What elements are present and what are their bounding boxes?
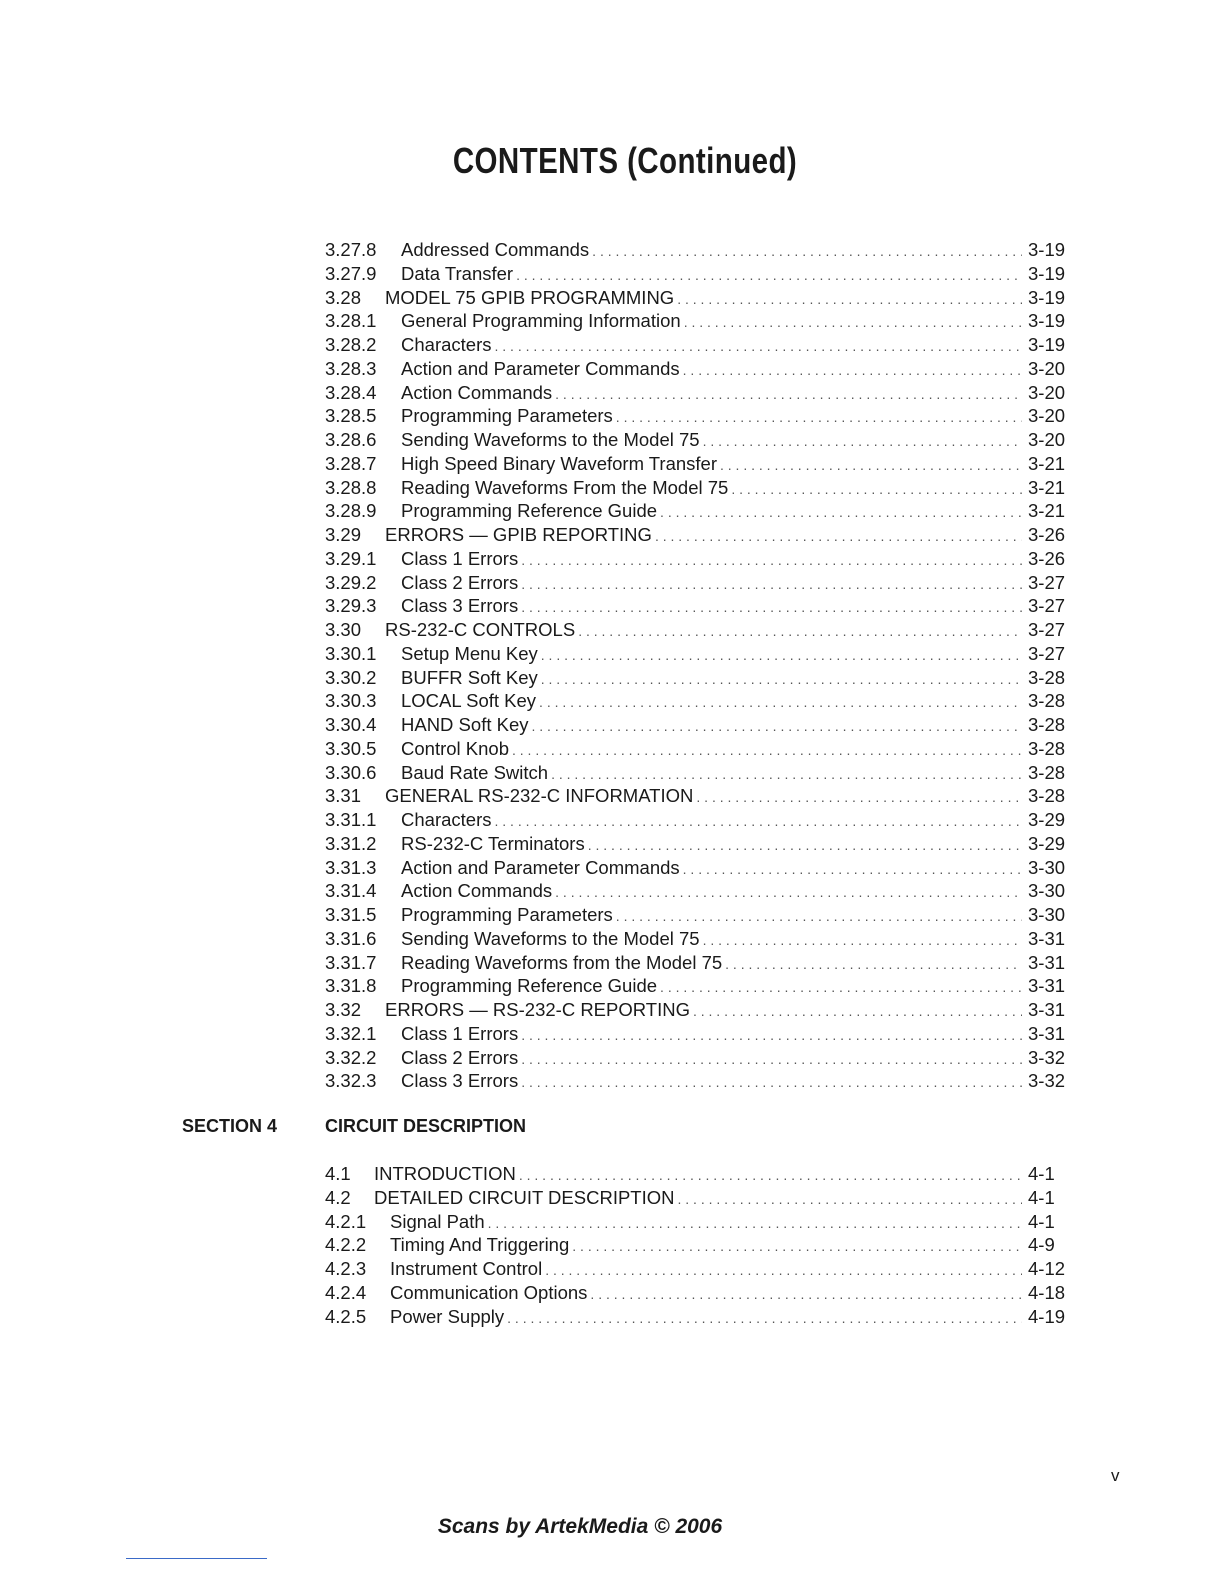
toc-dot-leader <box>516 264 1022 288</box>
toc-entry-page: 3-32 <box>1028 1046 1066 1068</box>
toc-entry-page: 3-28 <box>1028 690 1066 712</box>
toc-dot-leader <box>541 668 1022 692</box>
toc-entry <box>325 666 1070 690</box>
toc-entry-number: 4.2 <box>325 1186 351 1208</box>
toc-entry <box>325 1186 1070 1210</box>
toc-entry-label: Signal Path <box>390 1210 485 1232</box>
toc-entry-label: Communication Options <box>390 1281 588 1303</box>
toc-entry <box>325 286 1070 310</box>
toc-dot-leader <box>545 1259 1022 1283</box>
toc-entry-number: 3.28.6 <box>325 429 377 450</box>
toc-entry-page: 4-9 <box>1028 1234 1055 1256</box>
toc-dot-leader <box>494 810 1022 834</box>
toc-entry-label: Programming Reference Guide <box>401 500 658 522</box>
toc-entry <box>325 381 1070 405</box>
toc-entry-number: 3.31.1 <box>325 809 377 830</box>
toc-entry <box>325 1022 1070 1046</box>
toc-entry-label: General Programming Information <box>401 310 681 332</box>
toc-entry <box>325 309 1070 333</box>
toc-entry-page: 3-27 <box>1028 642 1066 664</box>
toc-entry-label: INTRODUCTION <box>374 1163 516 1184</box>
toc-entry <box>325 642 1070 666</box>
toc-entry-page: 4-1 <box>1028 1186 1055 1208</box>
toc-dot-leader <box>521 1071 1022 1095</box>
toc-entry-label: Class 3 Errors <box>401 1070 519 1092</box>
toc-dot-leader <box>590 1283 1022 1307</box>
toc-entry-page: 3-31 <box>1028 927 1066 949</box>
toc-entry-number: 3.29.1 <box>325 547 377 569</box>
toc-dot-leader <box>616 905 1022 929</box>
page-title: CONTENTS (Continued) <box>452 140 798 181</box>
toc-entry-page: 3-28 <box>1028 666 1066 688</box>
toc-entry-page: 3-30 <box>1028 880 1066 902</box>
toc-entry-page: 3-21 <box>1028 452 1066 474</box>
toc-entry <box>325 879 1070 903</box>
toc-entry-number: 4.2.1 <box>325 1210 367 1232</box>
toc-entry-page: 4-12 <box>1028 1258 1066 1279</box>
toc-entry-label: High Speed Binary Waveform Transfer <box>401 452 717 474</box>
toc-dot-leader <box>578 620 1022 644</box>
toc-dot-leader <box>521 573 1022 597</box>
toc-entry-page: 3-27 <box>1028 571 1066 593</box>
toc-dot-leader <box>720 454 1022 478</box>
toc-dot-leader <box>519 1164 1022 1188</box>
toc-entry-page: 3-28 <box>1028 761 1066 783</box>
toc-entry-label: Action Commands <box>401 381 553 403</box>
section-heading <box>182 1116 882 1137</box>
toc-entry-page: 3-29 <box>1028 832 1066 854</box>
toc-dot-leader <box>678 1188 1023 1212</box>
toc-entry-label: Programming Parameters <box>401 405 613 427</box>
toc-dot-leader <box>551 763 1022 787</box>
toc-entry <box>325 404 1070 428</box>
toc-entry-page: 3-32 <box>1028 1070 1066 1092</box>
toc-entry <box>325 689 1070 713</box>
toc-dot-leader <box>683 858 1022 882</box>
toc-entry-label: MODEL 75 GPIB PROGRAMMING <box>385 286 675 308</box>
toc-dot-leader <box>541 644 1022 668</box>
toc-entry-number: 3.32 <box>325 999 362 1020</box>
toc-entry-label: Characters <box>401 809 492 830</box>
toc-entry-label: Programming Parameters <box>401 904 613 925</box>
toc-entry-number: 3.27.9 <box>325 262 377 284</box>
toc-entry-label: Setup Menu Key <box>401 642 538 664</box>
toc-entry-page: 3-20 <box>1028 381 1066 403</box>
toc-entry-page: 3-19 <box>1028 334 1066 355</box>
toc-entry-label: Class 1 Errors <box>401 1022 519 1044</box>
toc-entry-label: Sending Waveforms to the Model 75 <box>401 927 700 949</box>
toc-entry <box>325 238 1070 262</box>
toc-entry-number: 3.32.3 <box>325 1070 377 1092</box>
toc-entry-label: Programming Reference Guide <box>401 975 658 997</box>
toc-dot-leader <box>539 691 1022 715</box>
toc-entry-page: 3-26 <box>1028 524 1066 545</box>
toc-dot-leader <box>507 1307 1022 1331</box>
toc-entry-number: 4.2.4 <box>325 1281 367 1303</box>
toc-entry-page: 3-19 <box>1028 310 1066 332</box>
toc-entry <box>325 1069 1070 1093</box>
toc-entry-number: 4.2.5 <box>325 1305 367 1327</box>
toc-dot-leader <box>555 881 1022 905</box>
toc-dot-leader <box>703 430 1022 454</box>
toc-dot-leader <box>532 715 1023 739</box>
toc-entry-label: RS-232-C Terminators <box>401 832 585 854</box>
toc-entry-number: 3.29.2 <box>325 571 377 593</box>
toc-entry-number: 3.30.5 <box>325 737 377 759</box>
toc-entry <box>325 737 1070 761</box>
toc-dot-leader <box>521 549 1022 573</box>
toc-list-section-4 <box>325 1162 1070 1328</box>
toc-entry-number: 3.28.5 <box>325 405 377 427</box>
toc-entry-number: 4.1 <box>325 1163 351 1184</box>
footer-credit: Scans by ArtekMedia © 2006 <box>437 1515 723 1538</box>
toc-entry-page: 4-1 <box>1028 1210 1055 1232</box>
toc-entry-number: 4.2.2 <box>325 1234 367 1256</box>
toc-entry-label: Class 1 Errors <box>401 547 519 569</box>
toc-entry-page: 4-18 <box>1028 1281 1066 1303</box>
toc-entry-label: RS-232-C CONTROLS <box>385 619 576 640</box>
toc-entry-number: 3.29.3 <box>325 595 377 617</box>
toc-entry <box>325 713 1070 737</box>
toc-dot-leader <box>521 596 1022 620</box>
toc-entry-number: 3.29 <box>325 524 362 545</box>
toc-dot-leader <box>494 335 1022 359</box>
toc-entry-page: 4-1 <box>1028 1163 1055 1184</box>
bottom-rule <box>126 1558 267 1559</box>
toc-entry <box>325 856 1070 880</box>
toc-entry-page: 3-28 <box>1028 785 1066 807</box>
toc-dot-leader <box>655 525 1022 549</box>
toc-entry-label: Action and Parameter Commands <box>401 856 680 878</box>
toc-entry-page: 3-27 <box>1028 595 1066 617</box>
toc-entry-label: Addressed Commands <box>401 239 590 260</box>
toc-entry-page: 3-20 <box>1028 357 1066 379</box>
toc-entry-label: Action Commands <box>401 880 553 902</box>
toc-entry-page: 3-28 <box>1028 737 1066 759</box>
toc-entry-page: 3-29 <box>1028 809 1066 830</box>
toc-entry-number: 3.30.1 <box>325 642 377 664</box>
toc-entry <box>325 784 1070 808</box>
toc-entry-page: 3-21 <box>1028 476 1066 498</box>
toc-entry-page: 3-30 <box>1028 856 1066 878</box>
toc-entry <box>325 523 1070 547</box>
toc-entry-number: 3.31.8 <box>325 975 377 997</box>
toc-entry-page: 3-31 <box>1028 1022 1066 1044</box>
toc-dot-leader <box>660 501 1022 525</box>
toc-entry-page: 3-19 <box>1028 286 1066 308</box>
toc-dot-leader <box>684 311 1022 335</box>
toc-entry-number: 3.32.1 <box>325 1022 377 1044</box>
toc-entry <box>325 476 1070 500</box>
toc-entry-number: 3.28.2 <box>325 334 377 355</box>
toc-entry <box>325 998 1070 1022</box>
toc-entry <box>325 1233 1070 1257</box>
toc-entry-page: 4-19 <box>1028 1305 1066 1327</box>
toc-entry <box>325 333 1070 357</box>
toc-entry-number: 4.2.3 <box>325 1258 367 1279</box>
toc-entry-number: 3.31.6 <box>325 927 377 949</box>
toc-entry <box>325 571 1070 595</box>
toc-entry-number: 3.31.5 <box>325 904 377 925</box>
toc-entry <box>325 808 1070 832</box>
toc-dot-leader <box>488 1212 1022 1236</box>
toc-entry-number: 3.32.2 <box>325 1046 377 1068</box>
toc-entry-label: Class 2 Errors <box>401 1046 519 1068</box>
toc-entry-number: 3.30.2 <box>325 666 377 688</box>
toc-entry-number: 3.28 <box>325 286 362 308</box>
toc-dot-leader <box>696 786 1022 810</box>
toc-dot-leader <box>521 1024 1022 1048</box>
toc-entry-label: Characters <box>401 334 492 355</box>
toc-entry <box>325 618 1070 642</box>
toc-entry-page: 3-26 <box>1028 547 1066 569</box>
toc-entry-label: Action and Parameter Commands <box>401 357 680 379</box>
toc-entry-label: DETAILED CIRCUIT DESCRIPTION <box>374 1186 675 1208</box>
toc-entry-label: GENERAL RS-232-C INFORMATION <box>385 785 694 807</box>
toc-entry-number: 3.31.4 <box>325 880 377 902</box>
toc-dot-leader <box>725 953 1022 977</box>
page-number: v <box>1111 1466 1120 1485</box>
toc-entry <box>325 903 1070 927</box>
toc-dot-leader <box>703 929 1022 953</box>
toc-entry-number: 3.30 <box>325 619 362 640</box>
toc-entry <box>325 951 1070 975</box>
toc-entry-page: 3-27 <box>1028 619 1066 640</box>
toc-entry-page: 3-30 <box>1028 904 1066 925</box>
toc-dot-leader <box>512 739 1022 763</box>
toc-entry-page: 3-19 <box>1028 262 1066 284</box>
toc-dot-leader <box>521 1048 1022 1072</box>
toc-entry <box>325 1281 1070 1305</box>
toc-entry-number: 3.27.8 <box>325 239 377 260</box>
toc-entry-label: Class 3 Errors <box>401 595 519 617</box>
toc-entry <box>325 262 1070 286</box>
toc-entry <box>325 1046 1070 1070</box>
toc-entry-number: 3.31 <box>325 785 362 807</box>
toc-entry-page: 3-21 <box>1028 500 1066 522</box>
toc-dot-leader <box>677 288 1022 312</box>
toc-entry-label: Instrument Control <box>390 1258 543 1279</box>
toc-entry-page: 3-31 <box>1028 951 1066 973</box>
toc-entry-page: 3-31 <box>1028 975 1066 997</box>
toc-entry-label: Control Knob <box>401 737 509 759</box>
toc-entry-page: 3-31 <box>1028 999 1066 1020</box>
section-number: SECTION 4 <box>182 1116 278 1136</box>
toc-entry-label: LOCAL Soft Key <box>401 690 537 712</box>
toc-dot-leader <box>660 976 1022 1000</box>
toc-entry <box>325 832 1070 856</box>
toc-entry-label: ERRORS — RS-232-C REPORTING <box>385 999 690 1020</box>
toc-entry-label: Class 2 Errors <box>401 571 519 593</box>
toc-entry-label: Reading Waveforms from the Model 75 <box>401 951 723 973</box>
toc-entry-label: Data Transfer <box>401 262 514 284</box>
toc-entry-label: BUFFR Soft Key <box>401 666 538 688</box>
toc-dot-leader <box>555 383 1022 407</box>
toc-entry <box>325 1305 1070 1329</box>
toc-entry <box>325 974 1070 998</box>
toc-dot-leader <box>693 1000 1022 1024</box>
toc-entry <box>325 761 1070 785</box>
toc-entry <box>325 1210 1070 1234</box>
toc-entry-label: ERRORS — GPIB REPORTING <box>385 524 652 545</box>
toc-entry-number: 3.28.4 <box>325 381 377 403</box>
toc-dot-leader <box>616 406 1022 430</box>
toc-entry-number: 3.31.2 <box>325 832 377 854</box>
toc-entry-number: 3.31.7 <box>325 951 377 973</box>
toc-entry-label: Timing And Triggering <box>390 1234 570 1256</box>
toc-dot-leader <box>731 478 1022 502</box>
toc-dot-leader <box>592 240 1022 264</box>
toc-entry-page: 3-19 <box>1028 239 1066 260</box>
toc-entry <box>325 1257 1070 1281</box>
toc-entry-number: 3.30.4 <box>325 714 377 735</box>
toc-entry <box>325 927 1070 951</box>
toc-entry-label: Power Supply <box>390 1305 505 1327</box>
toc-entry-page: 3-20 <box>1028 405 1066 427</box>
toc-entry-label: Sending Waveforms to the Model 75 <box>401 429 700 450</box>
toc-entry <box>325 1162 1070 1186</box>
toc-entry-number: 3.28.7 <box>325 452 377 474</box>
toc-entry-label: Baud Rate Switch <box>401 761 549 783</box>
toc-entry <box>325 428 1070 452</box>
toc-entry-number: 3.28.8 <box>325 476 377 498</box>
section-title: CIRCUIT DESCRIPTION <box>325 1116 527 1136</box>
toc-dot-leader <box>572 1235 1022 1259</box>
toc-entry-label: Reading Waveforms From the Model 75 <box>401 476 729 498</box>
toc-entry-page: 3-28 <box>1028 714 1066 735</box>
toc-entry-number: 3.30.6 <box>325 761 377 783</box>
toc-entry-number: 3.31.3 <box>325 856 377 878</box>
toc-entry-number: 3.28.1 <box>325 310 377 332</box>
toc-entry-number: 3.28.3 <box>325 357 377 379</box>
toc-entry-number: 3.30.3 <box>325 690 377 712</box>
toc-entry-number: 3.28.9 <box>325 500 377 522</box>
toc-entry <box>325 499 1070 523</box>
toc-dot-leader <box>588 834 1022 858</box>
toc-entry <box>325 357 1070 381</box>
toc-entry <box>325 547 1070 571</box>
toc-entry-page: 3-20 <box>1028 429 1066 450</box>
toc-entry <box>325 594 1070 618</box>
toc-entry-label: HAND Soft Key <box>401 714 529 735</box>
toc-dot-leader <box>683 359 1022 383</box>
toc-list-section-3 <box>325 238 1070 1093</box>
toc-entry <box>325 452 1070 476</box>
